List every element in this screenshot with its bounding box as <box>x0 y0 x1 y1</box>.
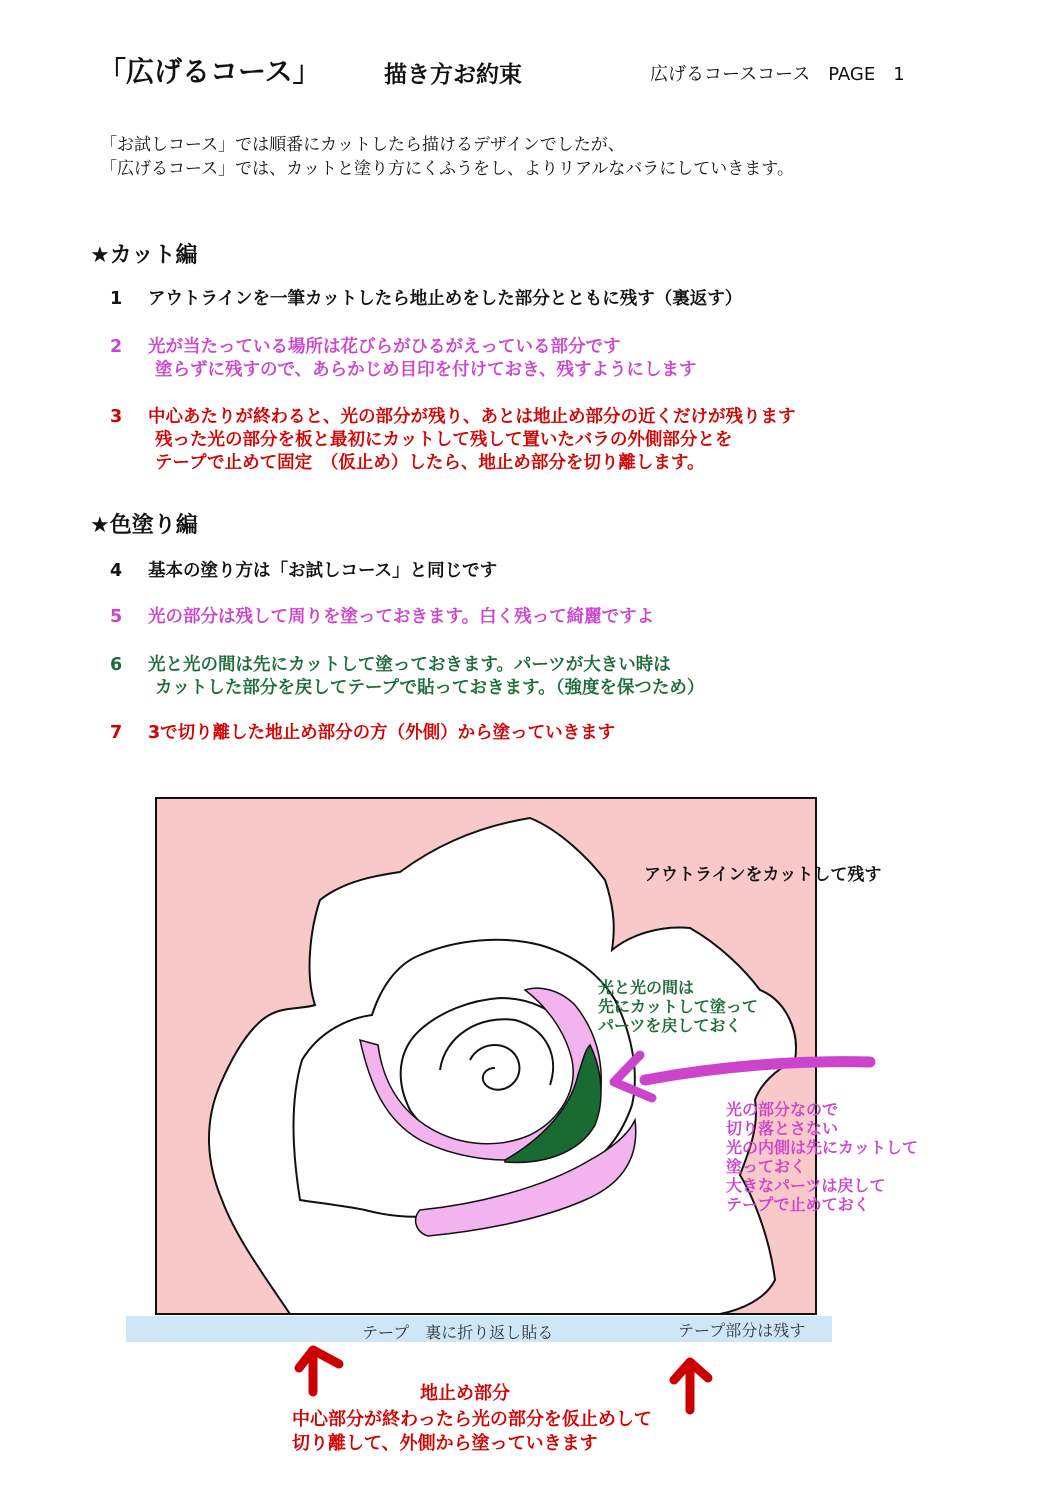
step-text: 基本の塗り方は「お試しコース」と同じです <box>148 561 498 581</box>
annotation-line: 光の内側は先にカットして <box>726 1138 918 1157</box>
step-text: アウトラインを一筆カットしたら地止めをした部分とともに残す（裏返す） <box>148 289 743 309</box>
step-text: 3で切り離した地止め部分の方（外側）から塗っていきます <box>148 723 616 743</box>
step-text: 中心あたりが終わると、光の部分が残り、あとは地止め部分の近くだけが残ります <box>148 407 796 427</box>
annotation-line: パーツを戻しておく <box>598 1016 742 1035</box>
step-number: 4 <box>110 561 123 581</box>
step-text: 塗らずに残すので、あらかじめ目印を付けておき、残すようにします <box>155 360 697 380</box>
step-text: 光と光の間は先にカットして塗っておきます。パーツが大きい時は <box>148 655 671 675</box>
annotation-line: 先にカットして塗って <box>598 997 758 1016</box>
step-text: 残った光の部分を板と最初にカットして残して置いたバラの外側部分とを <box>155 430 733 450</box>
annotation-red-body <box>292 1408 652 1456</box>
annotation-outline: アウトラインをカットして残す <box>644 865 882 885</box>
page-title: 「広げるコース」 <box>98 55 321 88</box>
intro-line-1: 「お試しコース」では順番にカットしたら描けるデザインでしたが、 <box>100 135 625 155</box>
step-text: カットした部分を戻してテープで貼っておきます。（強度を保つため） <box>155 678 705 698</box>
step-number: 7 <box>110 723 123 743</box>
annotation-line: テープで止めておく <box>726 1195 870 1214</box>
red-arrow-right <box>674 1362 708 1410</box>
step-number: 3 <box>110 407 123 427</box>
step-number: 6 <box>110 655 123 675</box>
step-text: 光が当たっている場所は花びらがひるがえっている部分です <box>148 337 621 357</box>
step-text: テープで止めて固定 （仮止め）したら、地止め部分を切り離します。 <box>155 453 705 473</box>
tape-label: テープ 裏に折り返し貼る <box>362 1323 554 1342</box>
tape-keep-label: テープ部分は残す <box>678 1321 806 1340</box>
page-info: 広げるコースコース PAGE 1 <box>650 64 905 85</box>
annotation-line: 塗っておく <box>726 1157 807 1176</box>
annotation-red-title: 地止め部分 <box>420 1383 510 1404</box>
step-number: 5 <box>110 607 123 627</box>
annotation-green <box>598 978 758 1035</box>
section-cut-heading: ★カット編 <box>90 243 198 268</box>
annotation-line: 光の部分なので <box>726 1100 839 1119</box>
annotation-line: 切り落とさない <box>726 1119 839 1138</box>
annotation-pink <box>726 1100 918 1214</box>
intro-line-2: 「広げるコース」では、カットと塗り方にくふうをし、よりリアルなバラにしていきます。 <box>100 159 794 179</box>
page-subtitle: 描き方お約束 <box>384 62 522 88</box>
red-arrow-left <box>299 1350 339 1392</box>
annotation-line: 中心部分が終わったら光の部分を仮止めして <box>292 1409 652 1430</box>
section-color-heading: ★色塗り編 <box>90 513 198 538</box>
annotation-line: 切り離して、外側から塗っていきます <box>292 1433 598 1454</box>
annotation-line: 大きなパーツは戻して <box>726 1176 886 1195</box>
annotation-line: 光と光の間は <box>598 978 695 997</box>
step-text: 光の部分は残して周りを塗っておきます。白く残って綺麗ですよ <box>148 607 655 627</box>
step-number: 2 <box>110 337 123 357</box>
step-number: 1 <box>110 289 123 309</box>
